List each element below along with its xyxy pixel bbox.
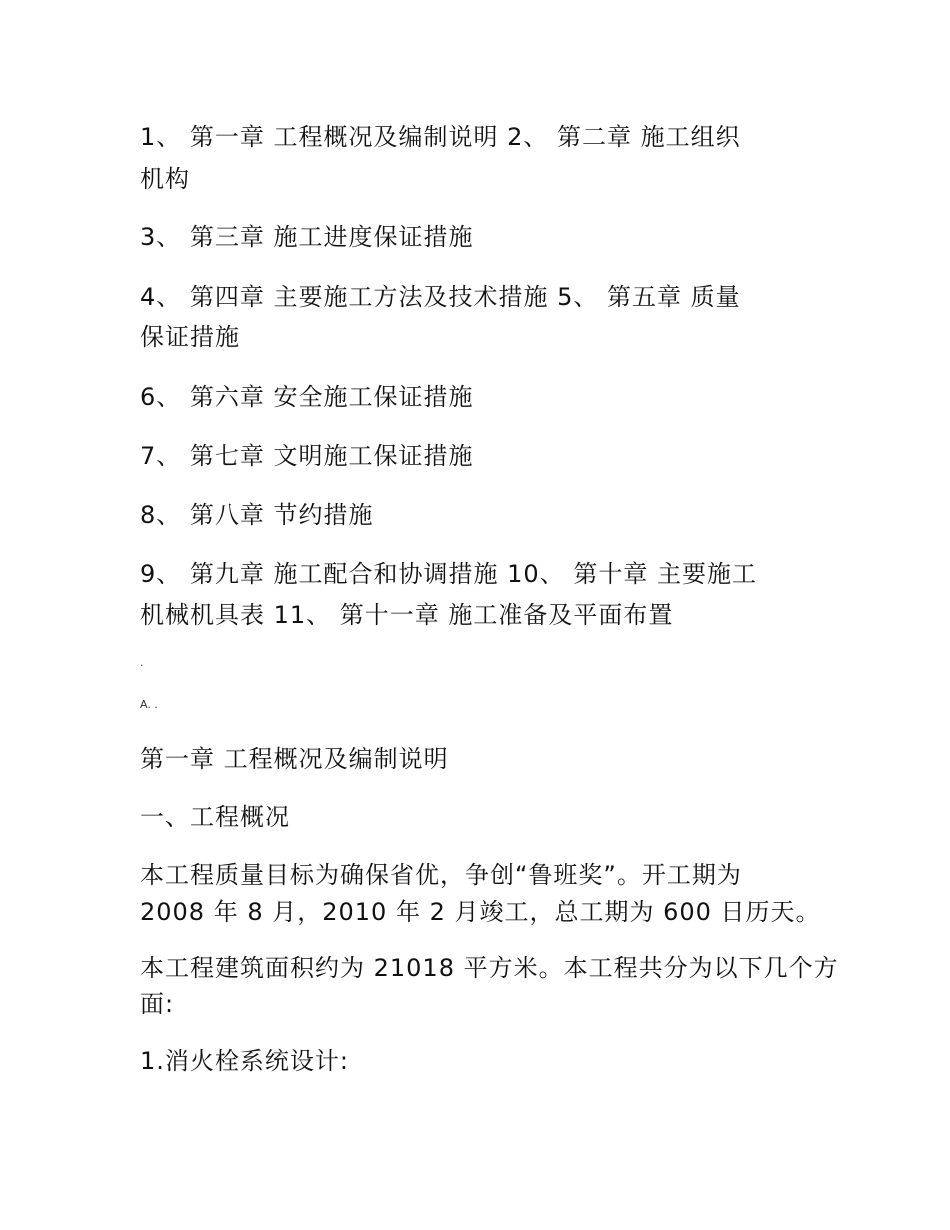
toc-entry-2: 3、 第三章 施工进度保证措施 (140, 223, 474, 251)
toc-entry-4: 6、 第六章 安全施工保证措施 (140, 383, 474, 411)
toc-entry-5: 7、 第七章 文明施工保证措施 (140, 442, 474, 470)
toc-entry-7-line-2: 机械机具表 11、 第十一章 施工准备及平面布置 (140, 601, 674, 629)
toc-entry-1-line-2: 机构 (140, 165, 190, 193)
toc-entry-1-line-1: 1、 第一章 工程概况及编制说明 2、 第二章 施工组织 (140, 123, 741, 151)
a-mark: A. . (140, 698, 158, 711)
toc-entry-3-line-1: 4、 第四章 主要施工方法及技术措施 5、 第五章 质量 (140, 283, 741, 311)
paragraph-2-line-1: 本工程建筑面积约为 21018 平方米。本工程共分为以下几个方 (140, 954, 839, 982)
toc-entry-7-line-1: 9、 第九章 施工配合和协调措施 10、 第十章 主要施工 (140, 560, 757, 588)
paragraph-1-line-1: 本工程质量目标为确保省优，争创“鲁班奖”。开工期为 (140, 861, 742, 889)
toc-entry-6: 8、 第八章 节约措施 (140, 501, 374, 529)
section-title: 一、工程概况 (140, 803, 290, 831)
dot-mark: . (140, 656, 144, 669)
toc-entry-3-line-2: 保证措施 (140, 323, 240, 351)
list-item-1: 1.消火栓系统设计: (140, 1047, 349, 1075)
paragraph-2-line-2: 面: (140, 990, 175, 1018)
paragraph-1-line-2: 2008 年 8 月，2010 年 2 月竣工，总工期为 600 日历天。 (140, 898, 821, 926)
chapter-title: 第一章 工程概况及编制说明 (140, 745, 449, 773)
